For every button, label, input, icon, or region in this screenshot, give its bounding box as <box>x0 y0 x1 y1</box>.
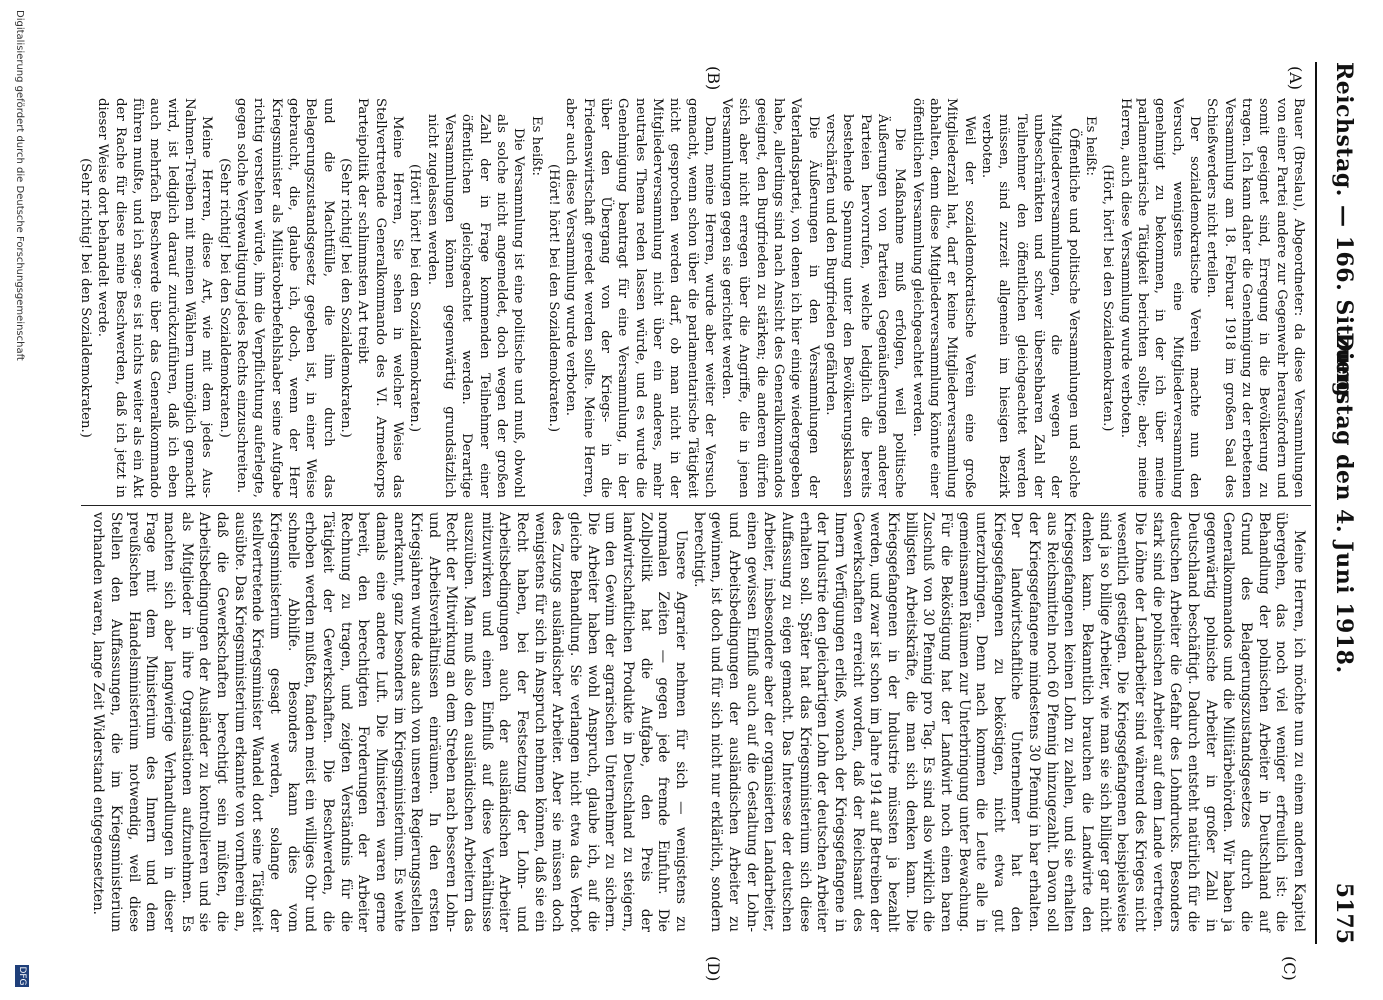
paragraph: Bauer (Breslau), Abgeordneter: da diese Versammlungen von einer Partei andere zur Gegenwehr herausfordern und somit geeignet sind, Erregung in die Bevölkerung zu tragen. Ich kann daher die Genehmigung zu der erbetenen Versammlung am 18. Februar 1918 im großen Saal des Schießwerders nicht erteilen. <box>1204 98 1306 498</box>
column-divider <box>81 505 1311 506</box>
margin-marker-d: (D) <box>704 956 723 982</box>
interjection: (Sehr richtig! bei den Sozialdemokraten.) <box>337 158 353 438</box>
interjection: (Hört! hört! bei den Sozialdemokraten.) <box>407 163 423 433</box>
paragraph: Der sozialdemokratische Verein machte nun den Versuch, wenigstens eine Mitgliederversammlung genehmigt zu bekommen, in der ich über meine parlamentarische Tätigkeit berichten sollte; aber, meine Herren, auch diese Versammlung wurde verboten. <box>1117 98 1203 498</box>
paragraph: Meine Herren, ich möchte nun zu einem anderen Kapitel übergehen, das noch viel weniger erfreulich ist: die Behandlung der polnischen Arbeiter in Deutschland auf Grund des Belagerungszustandsgesetzes durch die Generalkommandos und die Militärbehörden. Wir haben ja gegenwärtig polnische Arbeiter in großer Zahl in Deutschland beschäftigt. Dadurch entsteht natürlich für die deutschen Arbeiter die Gefahr des Lohndrucks. Besonders stark sind die polnischen Arbeiter auf dem Lande vertreten. Die Löhne der Landarbeiter sind während des Krieges nicht wesentlich gestiegen. Die Kriegsgefangenen beispielsweise sind ja so billige Arbeiter, wie man sie sich billiger gar nicht denken kann. Bekanntlich brauchen die Landwirte den Kriegsgefangenen keinen Lohn zu zahlen, und sie erhalten aus Reichsmitteln noch 60 Pfennig hinzugezahlt. Davon soll der Kriegsgefangene mindestens 30 Pfennig in bar erhalten. Der landwirtschaftliche Unternehmer hat den Kriegsgefangenen zu beköstigen, nicht etwa gut unterzubringen. Denn nach kommen die Leute alle in gemeinsamen Räumen zur Unterbringung unter Bewachung. Für die Beköstigung hat der Landwirt noch einen baren Zuschuß von 30 Pfennig pro Tag. Es sind also wirklich die billigsten Arbeitskräfte, die man sich denken kann. Die Kriegsgefangenen in der Industrie müssten ja bezahlt werden, und zwar ist schon im Jahre 1914 auf Betreiben der Gewerkschaften erreicht worden, daß der Reichsamt des Innern Verfügungen erließ, wonach der Kriegsgefangene in der Industrie den gleichartigen Lohn der deutschen Arbeiter erhalten soll. Später hat das Kriegsministerium sich diese Auffassung zu eigen gemacht. Das Interesse der deutschen Arbeiter, insbesondere aber der organisierten Landarbeiter, einen gewissen Einfluß auch auf die Gestaltung der Lohn- und Arbeitsbedingungen der ausländischen Arbeiter zu gewinnen, ist doch und für sich nicht nur erklärlich, sondern berechtigt. <box>690 512 1307 932</box>
interjection: (Sehr richtig! bei den Sozialdemokraten.) <box>216 158 232 438</box>
margin-marker-a: (A) <box>1286 66 1305 91</box>
quotation: Die Maßnahme muß erfolgen, weil politische Äußerungen von Parteien Gegenäußerungen anderer Parteien hervorrufen, welche lediglich die bereits bestehende Spannung unter den Bevölkerungsklassen verschärfen und den Burgfrieden gefährden. <box>823 114 908 498</box>
interjection: (Hört! hört! bei den Sozialdemokraten.) <box>545 163 561 433</box>
header-left: Reichstag. — 166. Sitzung. <box>1331 62 1357 406</box>
header-center: Dienstag den 4. Juni 1918. <box>1331 332 1357 674</box>
left-column <box>77 98 1307 498</box>
interjection: (Hört, hört! bei den Sozialdemokraten.) <box>1100 164 1116 432</box>
paragraph: Meine Herren, Sie sehen in welcher Weise das Stellvertretende Generalkommando des VI. Armeekorps Parteipolitik der schlimmsten Art treibt <box>355 98 405 498</box>
quotation: Öffentliche und politische Versammlungen und solche Mitgliederversammlungen, die wegen der unbeschränkten und schwer übersehbaren Zahl der Teilnehmer den öffentlichen gleichgeachtet werden müssen, sind zurzeit allgemein im hiesigen Bezirk verboten. <box>979 114 1081 498</box>
header-rule <box>1315 62 1317 944</box>
footer-credit: Digitalisierung gefördert durch die Deutsche Forschungsgemeinschaft <box>14 10 25 361</box>
paragraph: und die Machtfülle, die ihm durch das Belagerungszustandsgesetz gegeben ist, in einer Weise gebraucht, die, glaube ich, doch, wenn der Herr Kriegsminister als Militäroberbefehlshaber seine Aufgabe richtig verstehen würde, ihm die Verpflichtung auferlegte, gegen solche Vergewaltigung jedes Rechts einzuschreiten. <box>233 98 336 498</box>
paragraph: Unsere Agrarier nehmen für sich — wenigstens zu normalen Zeiten — gegen jede fremde Einfuhr. Die Zollpolitik hat die Aufgabe, den Preis der landwirtschaftlichen Produkte in Deutschland zu steigern, um den Gewinn der agrarischen Unternehmer zu sichern. Die Arbeiter haben wohl Anspruch, glaube ich, auf die gleiche Behandlung. Sie verlangen nicht etwa das Verbot des Zuzugs ausländischer Arbeiter. Aber sie müssen doch wenigstens für sich in Anspruch nehmen können, daß sie ein Recht haben, bei der Festsetzung der Lohn- und Arbeitsbedingungen auch der ausländischen Arbeiter mitzuwirken und einen Einfluß auf diese Verhältnisse auszuüben. Man muß also den ausländischen Arbeitern das Recht der Mitwirkung an dem Streben nach besseren Lohn- und Arbeitsverhältnissen einräumen. In den ersten Kriegsjahren wurde das auch von unseren Regierungsstellen anerkannt, ganz besonders im Kriegsministerium. Es wehte damals eine andere Luft. Die Ministerien waren gerne bereit, den berechtigten Forderungen der Arbeiter Rechnung zu tragen, und zeigten Verständnis für die Tätigkeit der Gewerkschaften. Die Beschwerden, die erhoben werden mußten, fanden meist ein williges Ohr und schnelle Abhilfe. Besonders kann dies vom Kriegsministerium gesagt werden, solange der stellvertretende Kriegsminister Wandel dort seine Tätigkeit ausübte. Das Kriegsministerium erkannte von vornherein an, daß die Gewerkschaften berechtigt sein müßten, die Arbeitsbedingungen der Ausländer zu kontrollieren und sie als Mitglieder in ihre Organisationen aufzunehmen. Es machten sich aber langwierige Verhandlungen in dieser Frage mit dem Ministerium des Innern und dem preußischen Handelsministerium notwendig, weil diese Stellen den Auffassungen, die im Kriegsministerium vorhanden waren, lange Zeit Widerstand entgegensetzten. <box>90 512 690 932</box>
paragraph: Es heißt: <box>1083 116 1099 176</box>
paragraph: Dann, meine Herren, wurde aber weiter der Versuch gemacht, wenn schon über die parlamentarische Tätigkeit nicht gesprochen werden darf, ob man nicht in der Mitgliederversammlung nicht über ein anderes, mehr neutrales Thema reden lassen würde, und es wurde die Genehmigung beantragt für eine Versammlung, in der über den Übergang von der Kriegs- in die Friedenswirtschaft geredet werden sollte. Meine Herren, aber auch diese Versammlung wurde verboten. <box>563 98 717 498</box>
paragraph: Es heißt: <box>528 116 544 176</box>
margin-marker-b: (B) <box>704 66 723 91</box>
paragraph: Meine Herren, diese Art, wie mit dem jedes Aus-Nahmen-Treiben mit meinen Wählern unmöglich gemacht wird, ist lediglich darauf zurückzuführen, daß ich eben auch mehrfach Beschwerde über das Generalkommando führen mußte, und ich sage: es ist nichts weiter als ein Akt der Rache für diese meine Beschwerden, daß ich jetzt in dieser Weise dort behandelt werde. <box>95 98 215 498</box>
interjection: (Sehr richtig! bei den Sozialdemokraten.) <box>78 158 94 438</box>
page-header <box>1319 62 1365 944</box>
paragraph: Die Äußerungen in den Versammlungen der Vaterlandspartei, von denen ich hier einige wiedergegeben habe, allerdings sind nach Ansicht des Generalkommandos geeignet, den Burgfrieden zu stärken; die anderen dürfen sich aber nicht erregen über die Angriffe, die in jenen Versammlungen gegen sie gerichtet werden. <box>719 98 821 498</box>
right-column <box>89 512 1307 932</box>
quotation: Die Versammlung ist eine politische und muß, obwohl als solche nicht angemeldet, doch wegen der großen Zahl der in Frage kommenden Teilnehmer einer öffentlichen gleichgeachtet werden. Derartige Versammlungen können gegenwärtig grundsätzlich nicht zugelassen werden. <box>424 114 527 498</box>
paragraph: Weil der sozialdemokratische Verein eine große Mitgliederzahl hat, darf er keine Mitgliederversammlung abhalten, denn diese Mitgliederversammlung könnte einer öffentlichen Versammlung gleichgeachtet werden. <box>909 98 977 498</box>
margin-marker-c: (C) <box>1280 956 1299 981</box>
digitization-footer <box>3 0 33 1000</box>
dfg-logo: DFG <box>17 966 27 986</box>
page-number: 5175 <box>1331 882 1357 944</box>
